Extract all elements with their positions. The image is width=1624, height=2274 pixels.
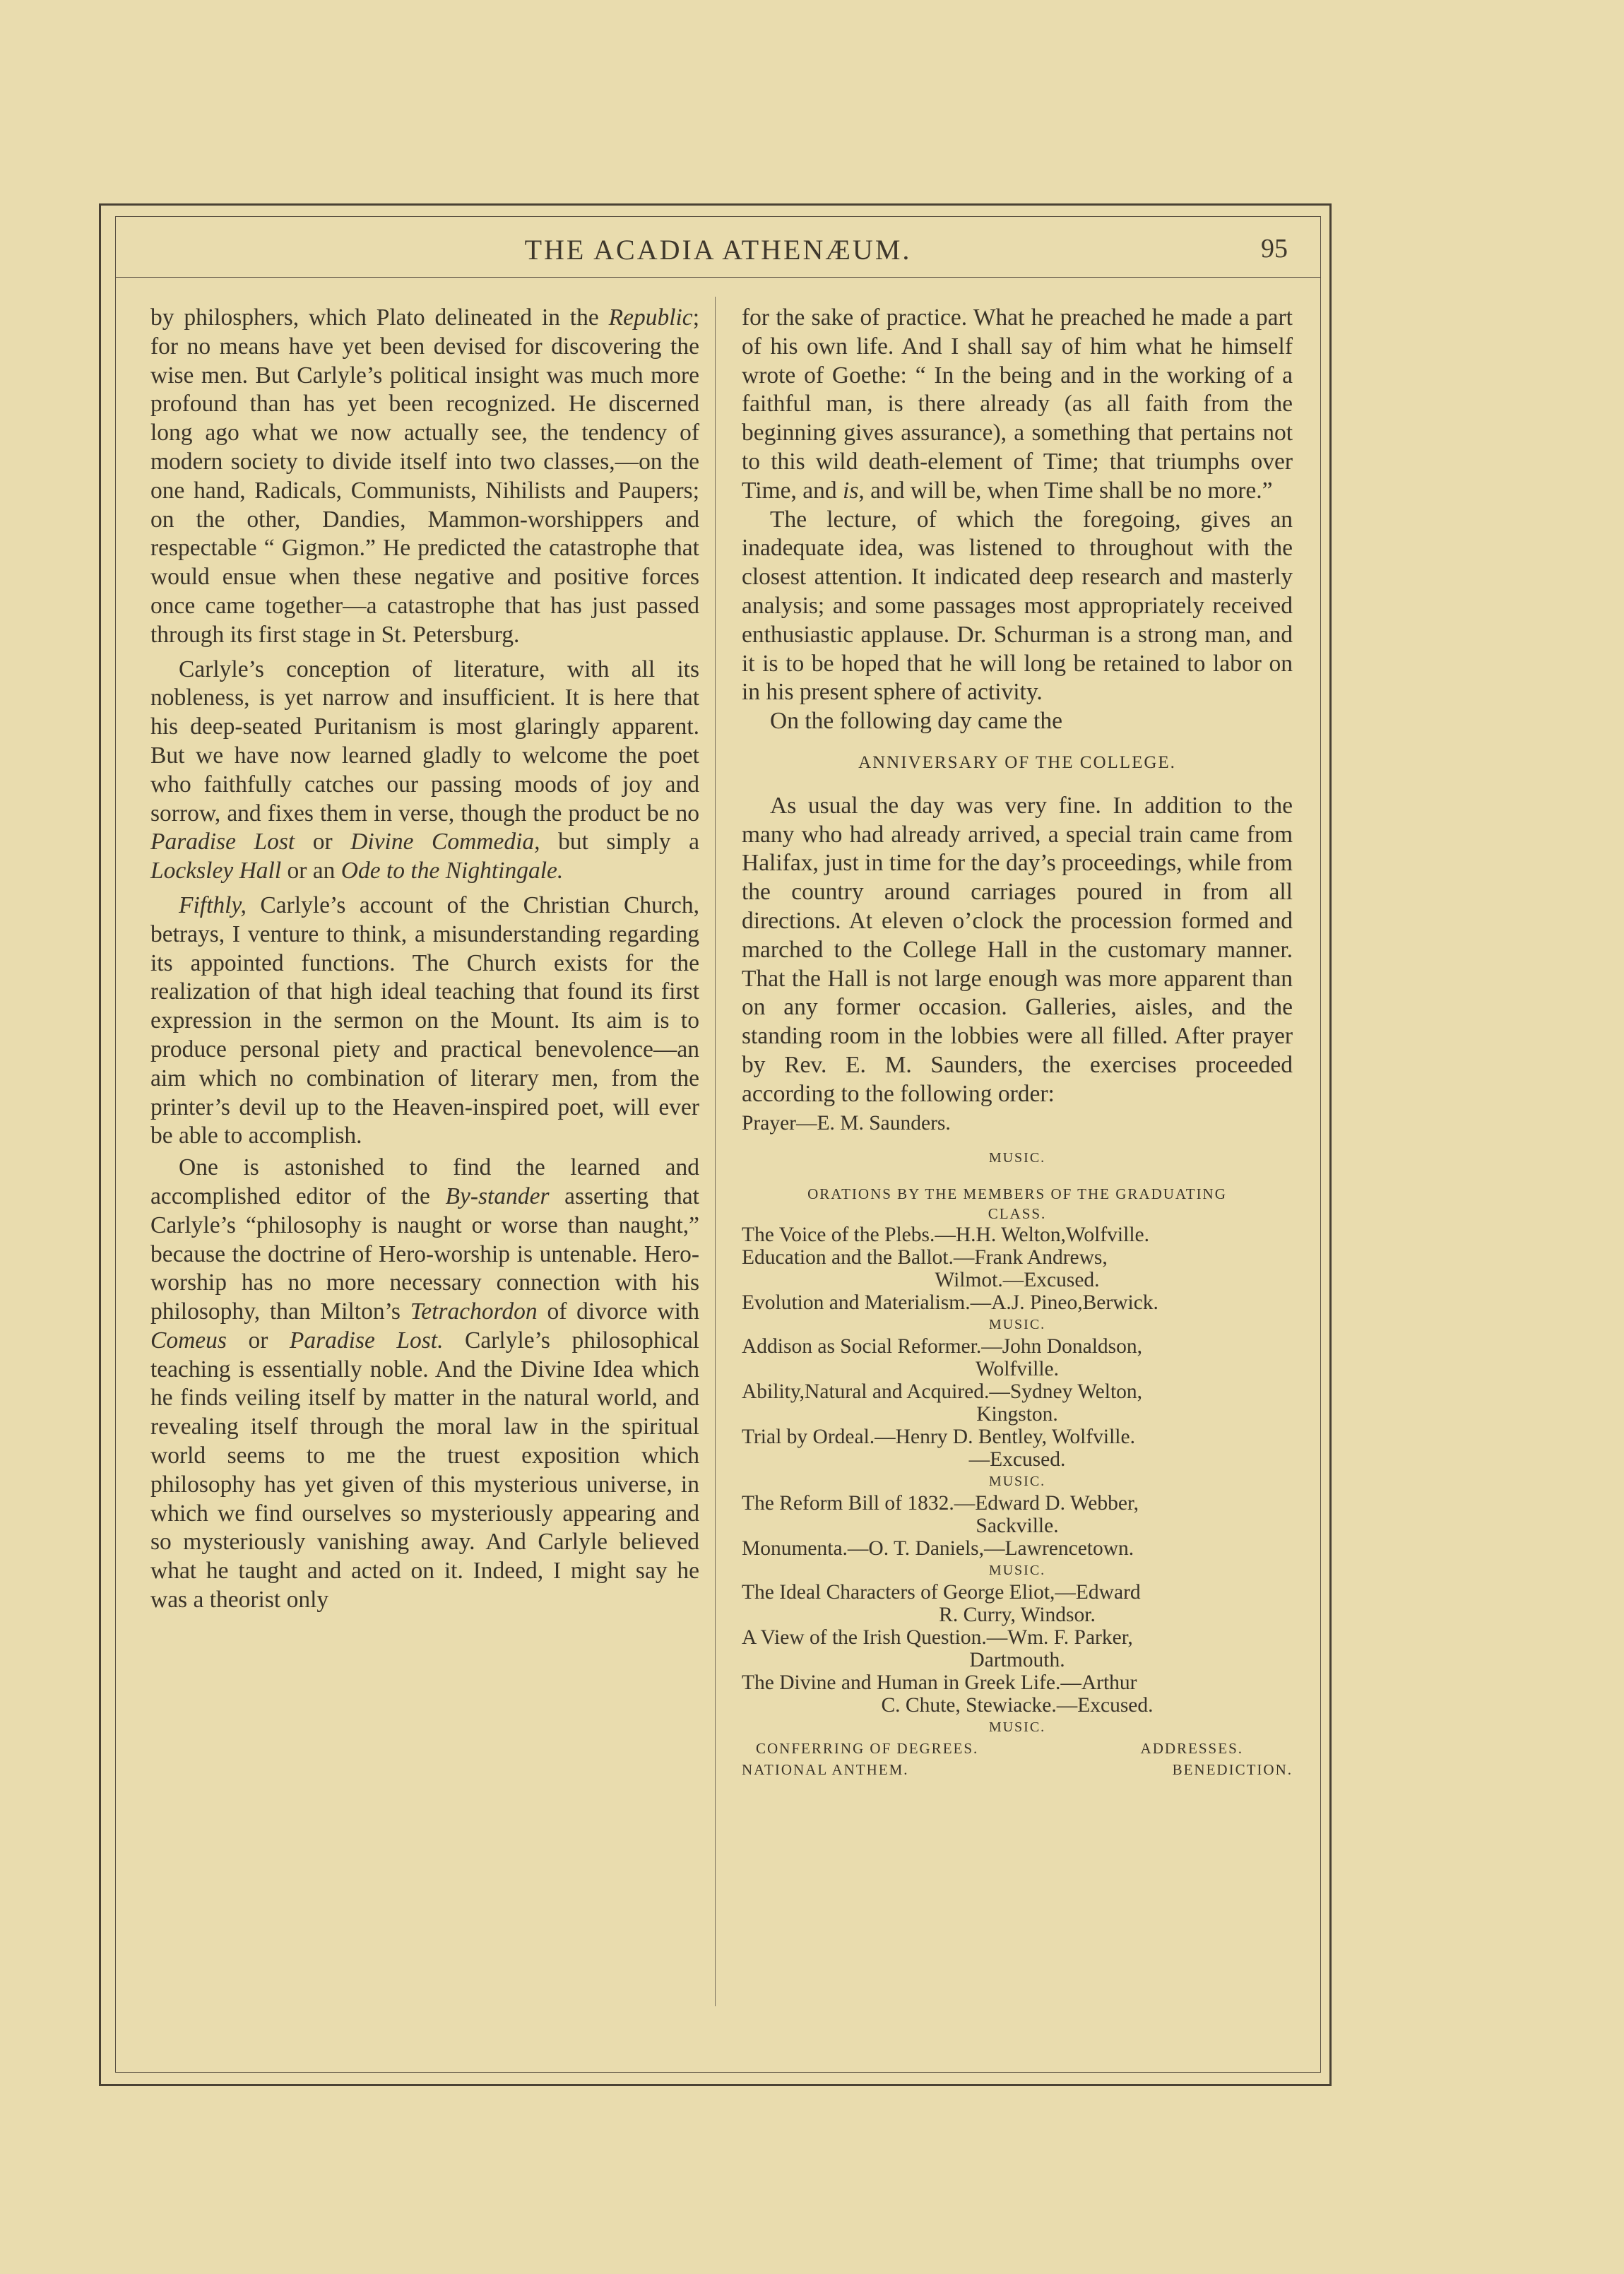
orations-heading-class: CLASS. <box>988 1204 1047 1222</box>
oration-item: Trial by Ordeal.—Henry D. Bentley, Wolfville. —Excused. <box>742 1425 1135 1471</box>
oration-item: The Divine and Human in Greek Life.—Arthur C. Chute, Stewiacke.—Excused. <box>742 1671 1154 1717</box>
right-paragraph-1: for the sake of practice. What he preached he made a part of his own life. And I shall say of him what he himself wrote of Goethe: “ In the being and in the working of a faithful man, is there already (as all faith from the beginning gives assurance), a something that pertains not to this wild death-element of Time; that triumphs over Time, and is, and will be, when Time shall be no more.” <box>742 304 1293 504</box>
oration-item: A View of the Irish Question.—Wm. F. Parker, Dartmouth. <box>742 1625 1133 1671</box>
program-addresses: ADDRESSES. <box>1140 1739 1243 1757</box>
oration-item: Evolution and Materialism.—A.J. Pineo,Berwick. <box>742 1291 1158 1314</box>
program-national-anthem: NATIONAL ANTHEM. <box>742 1760 909 1778</box>
left-column <box>150 304 699 1615</box>
left-paragraph-4: One is astonished to find the learned and accomplished editor of the By-stander asserting that Carlyle’s “philosophy is naught or worse than naught,” because the doctrine of Hero-worship is untenable. Hero-worship has no more necessary connection with his philosophy, than Milton’s Tetrachordon of divorce with Comeus or Paradise Lost. Carlyle’s philosophical teaching is essentially noble. And the Divine Idea which he finds veiling itself by matter in the natural world, and revealing itself through the moral law in the spiritual world seems to me the truest exposition which philosophy has yet given of this mysterious universe, in which we find ourselves so mysteriously appearing and so mysteriously vanishing away. And Carlyle believed what he taught and acted on it. Indeed, I might say he was a theorist only <box>150 1154 699 1613</box>
program-conferring-degrees: CONFERRING OF DEGREES. <box>756 1739 979 1757</box>
section-heading-anniversary: ANNIVERSARY OF THE COLLEGE. <box>858 752 1176 772</box>
right-paragraph-2: The lecture, of which the foregoing, gives an inadequate idea, was listened to throughout with the closest attention. It indicated deep research and masterly analysis; and some passages most appropriately received enthusiastic applause. Dr. Schurman is a strong man, and it is to be hoped that he will long be retained to labor on in his present sphere of activity. <box>742 506 1293 706</box>
right-paragraph-3: On the following day came the <box>770 708 1062 735</box>
oration-item: Ability,Natural and Acquired.—Sydney Welton, Kingston. <box>742 1380 1143 1426</box>
header-rule <box>115 277 1321 278</box>
orations-heading: ORATIONS BY THE MEMBERS OF THE GRADUATING <box>807 1185 1227 1202</box>
left-paragraph-3: Fifthly, Carlyle’s account of the Christian Church, betrays, I venture to think, a misunderstanding regarding its appointed functions. The Church exists for the realization of that high ideal teaching that found its first expression in the sermon on the Mount. Its aim is to produce personal piety and practical benevolence—an aim which no combination of literary men, from the printer’s devil up to the Heaven-inspired poet, will ever be able to accomplish. <box>150 892 699 1149</box>
oration-item: Education and the Ballot.—Frank Andrews, Wilmot.—Excused. <box>742 1245 1108 1291</box>
program-music: MUSIC. <box>988 1316 1046 1332</box>
oration-item: Addison as Social Reformer.—John Donaldson, Wolfville. <box>742 1334 1142 1380</box>
right-column <box>742 304 1293 1780</box>
oration-item: The Voice of the Plebs.—H.H. Welton,Wolfville. <box>742 1223 1149 1246</box>
program-music: MUSIC. <box>988 1149 1046 1166</box>
left-paragraph-2: Carlyle’s conception of literature, with all its nobleness, is yet narrow and insufficient. It is here that his deep-seated Puritanism is most glaringly apparent. But we have now learned gladly to welcome the poet who faithfully catches our passing moods of joy and sorrow, and fixes them in verse, though the product be no Paradise Lost or Divine Commedia, but simply a Locksley Hall or an Ode to the Nightingale. <box>150 656 700 884</box>
left-paragraph-1: by philosphers, which Plato delineated in the Republic; for no means have yet been devised for discovering the wise men. But Carlyle’s political insight was much more profound than has yet been recognized. He discerned long ago what we now actually see, the tendency of modern society to divide itself into two classes,—on the one hand, Radicals, Communists, Nihilists and Paupers; on the other, Dandies, Mammon-worshippers and respectable “ Gigmon.” He predicted the catastrophe that would ensue when these negative and positive forces once came together—a catastrophe that has just passed through its first stage in St. Petersburg. <box>150 304 699 648</box>
oration-item: Monumenta.—O. T. Daniels,—Lawrencetown. <box>742 1536 1134 1560</box>
oration-item: The Ideal Characters of George Eliot,—Edward R. Curry, Windsor. <box>742 1580 1141 1626</box>
program-footer-line-2 <box>742 1759 1293 1780</box>
right-paragraph-4: As usual the day was very fine. In addition to the many who had already arrived, a special train came from Halifax, just in time for the day’s proceedings, while from the country around carriages poured in from all directions. At eleven o’clock the procession formed and marched to the College Hall in the customary manner. That the Hall is not large enough was more apparent than on any former occasion. Galleries, aisles, and the standing room in the lobbies were all filled. After prayer by Rev. E. M. Saunders, the exercises proceeded according to the following order: <box>742 792 1293 1107</box>
program-music: MUSIC. <box>988 1562 1046 1578</box>
program-benediction: BENEDICTION. <box>1172 1760 1293 1778</box>
running-head: THE ACADIA ATHENÆUM. <box>524 234 912 266</box>
program-footer-line-1 <box>742 1738 1293 1759</box>
program-music: MUSIC. <box>988 1473 1046 1489</box>
program-music: MUSIC. <box>988 1719 1046 1735</box>
order-of-exercises <box>742 1112 1293 1780</box>
column-divider <box>715 297 716 2006</box>
oration-item: The Reform Bill of 1832.—Edward D. Webber, Sackville. <box>742 1491 1139 1537</box>
program-prayer: Prayer—E. M. Saunders. <box>742 1111 951 1135</box>
page-number: 95 <box>1261 234 1288 263</box>
